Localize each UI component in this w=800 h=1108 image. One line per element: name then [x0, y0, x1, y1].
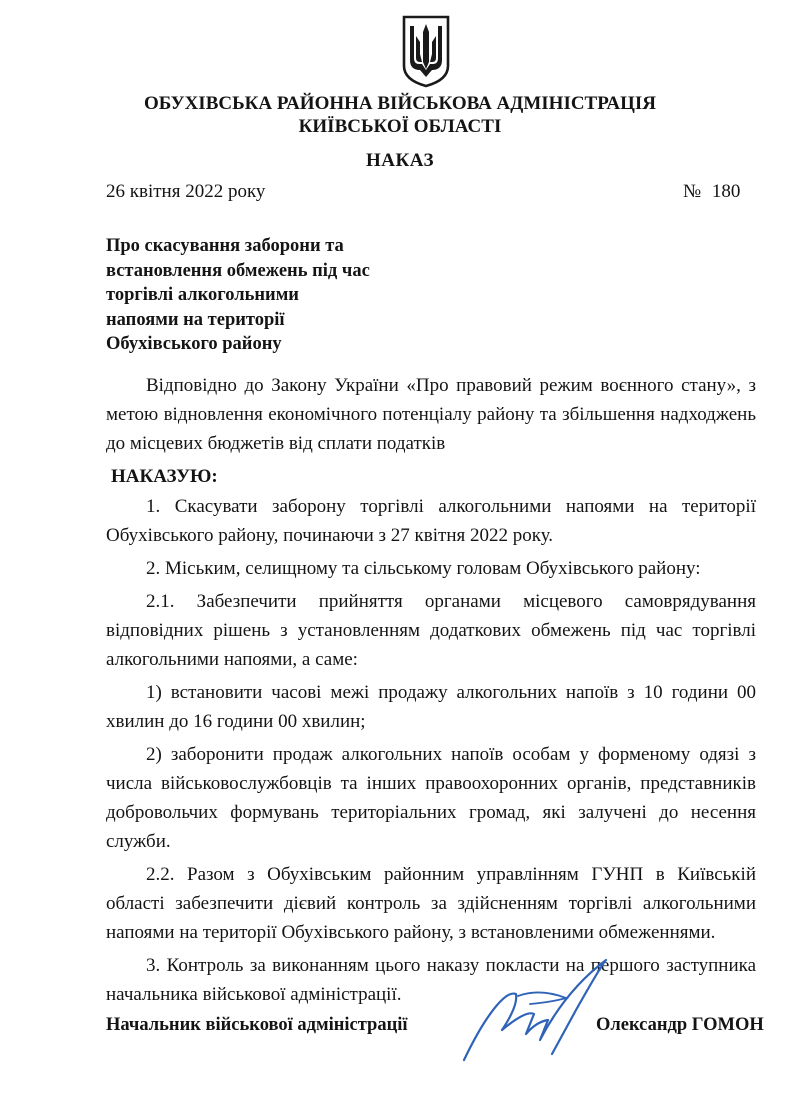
handwritten-signature: [456, 950, 616, 1070]
order-number: № 180: [683, 181, 741, 202]
order-item-2-1: 2.1. Забезпечити прийняття органами місцевого самоврядування відповідних рішень з установленням додаткових обмежень під час торгівлі алкогольними напоями, а саме:: [106, 591, 756, 670]
order-date: 26 квітня 2022 року: [106, 181, 266, 202]
order-body: [106, 371, 756, 1013]
signatory-title: Начальник військової адміністрації: [106, 1015, 408, 1035]
subject-line: Обухівського району: [106, 334, 282, 354]
subject-line: Про скасування заборони та: [106, 236, 344, 256]
organization-line-2: КИЇВСЬКОЇ ОБЛАСТІ: [298, 116, 502, 137]
order-item-2-1-2: 2) заборонити продаж алкогольних напоїв особам у форменому одязі з числа військовослужбовців та інших правоохоронних органів, представників добровольчих формувань територіальних громад, які залучені до несення служби.: [106, 744, 756, 852]
order-keyword: НАКАЗУЮ:: [111, 466, 218, 487]
organization-name: [60, 92, 740, 138]
subject-line: торгівлі алкогольними: [106, 285, 299, 305]
order-item-2-2: 2.2. Разом з Обухівським районним управлінням ГУНП в Київській області забезпечити дієвий контроль за здійсненням торгівлі алкогольними напоями на території Обухівського району, з встановленими обмеженнями.: [106, 864, 756, 943]
document-type: НАКАЗ: [365, 150, 435, 171]
order-item-1: 1. Скасувати заборону торгівлі алкогольними напоями на території Обухівського району, починаючи з 27 квітня 2022 року.: [106, 496, 756, 546]
order-item-3: 3. Контроль за виконанням цього наказу покласти на першого заступника начальника військової адміністрації.: [106, 955, 756, 1005]
signatory-name: Олександр ГОМОН: [596, 1015, 764, 1035]
tryzub-icon: [400, 14, 452, 88]
subject-line: встановлення обмежень під час: [106, 260, 370, 281]
order-item-2-1-1: 1) встановити часові межі продажу алкогольних напоїв з 10 години 00 хвилин до 16 години 00 хвилин;: [106, 682, 756, 732]
preamble-paragraph: Відповідно до Закону України «Про правовий режим воєнного стану», з метою відновлення економічного потенціалу району та збільшення надходжень до місцевих бюджетів від сплати податків: [106, 375, 756, 454]
order-item-2: 2. Міським, селищному та сільському головам Обухівського району:: [146, 558, 701, 579]
order-subject: [106, 234, 436, 357]
subject-line: напоями на території: [106, 309, 285, 330]
organization-line-1: ОБУХІВСЬКА РАЙОННА ВІЙСЬКОВА АДМІНІСТРАЦІЯ: [143, 93, 657, 114]
